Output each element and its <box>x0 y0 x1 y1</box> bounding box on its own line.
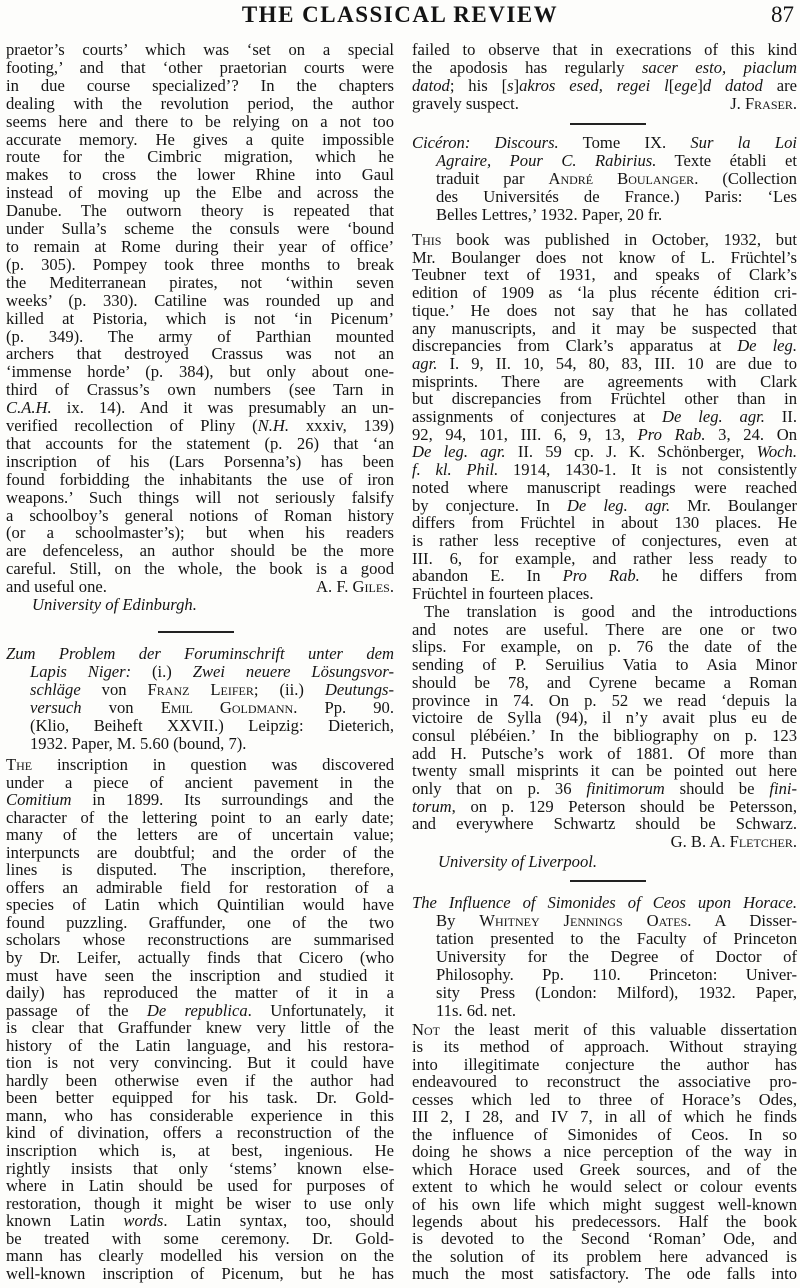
text-line: kind of divination, offers a reconstruction of the <box>6 1123 394 1143</box>
right-column <box>412 0 797 1288</box>
italic-text: f. kl. Phil. <box>412 460 499 480</box>
text-span: Tome IX. <box>558 133 691 152</box>
text-line: tique.’ He does not say that he has collated <box>412 300 797 320</box>
text-line: failed to observe that in execrations of this kind <box>412 40 797 59</box>
text-line: character of the lettering point to an early date; <box>6 807 394 827</box>
italic-text: The Influence of Simonides of Ceos upon Horace. <box>412 893 797 912</box>
italic-text: Zwei neuere Lösungsvor- <box>192 662 395 681</box>
text-line: III. 6, for example, and rather less ready to <box>412 548 797 568</box>
text-line: Teubner text of 1931, and speaks of Clark’s <box>412 265 797 285</box>
text-span: ; (ii.) <box>253 680 325 699</box>
page-number: 87 <box>771 2 794 27</box>
text-line: (p. 305). Pompey took three months to break <box>6 254 394 274</box>
text-span: verified recollection of Pliny ( <box>6 416 258 436</box>
review-heading <box>412 134 797 224</box>
text-line: into illegitimate conjecture the author has <box>412 1054 797 1074</box>
text-line: makes to cross the lower Rhine into Gaul <box>6 165 394 185</box>
text-line: where in Latin should be used for purposes of <box>6 1176 394 1196</box>
text-line: mann, who has considerable experience in this <box>6 1105 394 1125</box>
text-line: sity Press (London: Milford), 1932. Paper, <box>436 983 797 1002</box>
section-divider <box>570 880 646 882</box>
text-span: the apodosis has regularly <box>412 57 642 77</box>
text-line: much the most satisfactory. The ode falls into <box>412 1264 797 1284</box>
text-span: inscription in question was discovered <box>32 755 394 774</box>
text-line <box>412 912 797 930</box>
italic-text: datod <box>412 75 450 95</box>
text-span: Texte établi et <box>656 151 797 170</box>
text-span: II. <box>764 407 797 427</box>
text-line: legends about his predecessors. Half the book <box>412 1211 797 1231</box>
text-line: footing,’ and that ‘other praetorian courts were <box>6 57 394 77</box>
text-span: . Unfortunately, it <box>247 1000 394 1020</box>
italic-text: N.H. <box>257 416 290 436</box>
text-line <box>412 355 797 373</box>
text-span: ] <box>513 75 520 95</box>
text-line: (p. 349). The army of Parthian mounted <box>6 326 394 346</box>
text-line <box>412 567 797 585</box>
text-line: University of Liverpool. <box>438 852 598 871</box>
text-line <box>412 497 797 515</box>
text-line: accurate memory. He gives a quite impossible <box>6 129 394 149</box>
text-line <box>6 1212 394 1230</box>
italic-text: sacer esto, piaclum <box>641 57 797 77</box>
body-paragraph <box>412 603 797 851</box>
text-line: and notes are useful. There are one or two <box>412 619 797 639</box>
text-line: species of Latin which Quintilian would have <box>6 895 394 915</box>
left-column <box>6 0 394 1288</box>
text-span: 92, 94, 101, III. 6, 9, 13, <box>412 424 638 444</box>
text-span: assignments of conjectures at <box>412 407 662 427</box>
text-span: discrepancies from Clark’s apparatus at <box>412 336 738 356</box>
text-line <box>412 152 797 170</box>
text-line: 1932. Paper, M. 5.60 (bound, 7). <box>30 734 247 753</box>
text-span: are <box>762 75 797 95</box>
text-line: archers that destroyed Crassus was not an <box>6 344 394 364</box>
text-line: (Klio, Beiheft XXVII.) Leipzig: Dieterich, <box>30 716 394 735</box>
text-line <box>412 798 797 816</box>
text-line: interpuncts are doubtful; and the order of the <box>6 842 394 862</box>
text-line: found forbidding the inhabitants the use of iron <box>6 469 394 489</box>
text-line: 11s. 6d. net. <box>436 1001 517 1020</box>
text-line: under a piece of ancient pavement in the <box>6 772 394 792</box>
text-line: been better equipped for his task. Dr. Gold- <box>6 1088 394 1108</box>
text-line: mann has clearly modelled his version on the <box>6 1246 394 1266</box>
text-span: xxxiv, 139) <box>289 416 394 436</box>
text-line: any manuscripts, and it may be suspected that <box>412 318 797 338</box>
italic-text: De leg. agr. <box>566 495 671 515</box>
italic-text: d datod <box>702 75 763 95</box>
text-span: traduit par <box>436 169 549 188</box>
text-line <box>6 663 394 681</box>
text-line: dealing with the revolution period, the author <box>6 93 394 113</box>
text-line: sending of P. Seruilius Vatia to Asia Minor <box>412 655 797 675</box>
text-line: praetor’s courts’ which was ‘set on a special <box>6 40 394 59</box>
text-span: he differs from <box>639 566 797 586</box>
text-line: offers an admirable field for restoration of a <box>6 877 394 897</box>
text-line: cesses which led to three of Horace’s Odes, <box>412 1089 797 1109</box>
text-line: that accounts for the statement (p. 26) that ‘an <box>6 433 394 453</box>
text-span: ix. 14). And it was presumably an un- <box>51 398 394 418</box>
italic-text: De leg. agr. <box>412 442 506 462</box>
text-span: 1914, 1430-1. It is not consistently <box>498 460 797 480</box>
journal-title: THE CLASSICAL REVIEW <box>241 2 559 27</box>
text-line: Danube. The outworn theory is repeated that <box>6 201 394 221</box>
text-span: only that on p. 36 <box>412 779 587 799</box>
text-span: abandon E. In <box>412 566 563 586</box>
text-line: hardly been otherwise even if the author had <box>6 1070 394 1090</box>
text-line: the solution of its problem here advanced is <box>412 1246 797 1266</box>
text-line <box>412 77 797 95</box>
text-span: von <box>81 698 161 717</box>
text-line <box>412 443 797 461</box>
text-line <box>6 681 394 699</box>
text-line: Früchtel in fourteen places. <box>412 584 594 604</box>
small-caps-text: Emil Goldmann <box>160 698 294 717</box>
text-line: are defenceless, an author should be the more <box>6 541 394 561</box>
text-line: history of the Latin language, and his restora- <box>6 1035 394 1055</box>
text-line: Belles Lettres,’ 1932. Paper, 20 fr. <box>436 205 663 224</box>
italic-text: versuch <box>30 698 82 717</box>
text-line <box>412 1021 797 1038</box>
text-line: under Sulla’s scheme the consuls were ‘bound <box>6 219 394 239</box>
text-line: weeks’ (p. 330). Catiline was rounded up and <box>6 290 394 310</box>
italic-text: finitimorum <box>586 779 665 799</box>
text-line: doing he shows a nice perception of the way in <box>412 1142 797 1162</box>
text-line <box>412 231 797 249</box>
text-line: differs from Früchtel in about 130 places. He <box>412 513 797 533</box>
text-span: by conjecture. In <box>412 495 567 515</box>
text-span: . (Collection <box>694 169 797 188</box>
text-span: book was published in October, 1932, but <box>441 230 797 249</box>
italic-text: De leg. <box>737 336 797 356</box>
italic-text: s <box>507 75 514 95</box>
review-heading <box>6 645 394 753</box>
italic-text: De republica <box>146 1000 248 1020</box>
text-span: I. 9, II. 10, 54, 80, 83, III. 10 are due to <box>437 353 797 373</box>
small-caps-text: The <box>6 755 33 774</box>
italic-text: C.A.H. <box>6 398 52 418</box>
italic-text: Cicéron: Discours. <box>412 133 559 152</box>
text-line: of his own life which might suggest well-known <box>412 1194 797 1214</box>
text-line <box>412 461 797 479</box>
small-caps-text: André Boulanger <box>548 169 695 188</box>
text-line: Philosophy. Pp. 110. Princeton: Univer- <box>436 965 797 984</box>
text-span: . A Disser- <box>687 911 797 930</box>
text-line <box>412 170 797 188</box>
text-span: . Latin syntax, too, should <box>163 1211 394 1231</box>
text-line: careful. Still, on the whole, the book is a good <box>6 559 394 579</box>
text-line: extent to which he would select or colour events <box>412 1177 797 1197</box>
text-line: a schoolboy’s general notions of Roman history <box>6 505 394 525</box>
text-line: daily) has reproduced the matter of it in a <box>6 983 394 1003</box>
text-line: route for the Cimbric migration, which he <box>6 147 394 167</box>
italic-text: Woch. <box>756 442 797 462</box>
text-span: ] <box>697 75 703 95</box>
text-line: edition of 1909 as ‘la plus récente édition cri- <box>412 283 797 303</box>
text-line: third of Crassus’s own numbers (see Tarn in <box>6 380 394 400</box>
text-span: in 1899. Its surroundings and the <box>71 790 394 810</box>
text-line: consul plébéien.’ In the bibliography on p. 123 <box>412 725 797 745</box>
body-paragraph <box>6 756 394 1282</box>
reviewer-affiliation <box>6 596 394 614</box>
text-span: the least merit of this valuable dissertation <box>439 1020 797 1039</box>
text-line: to remain at Rome during their year of office’ <box>6 236 394 256</box>
body-paragraph <box>412 231 797 603</box>
text-line <box>6 399 394 417</box>
text-line: lines is disputed. The inscription, therefore, <box>6 860 394 880</box>
review-heading <box>412 894 797 1020</box>
text-line: victoire de Sylla (94), il n’y avait plus eu de <box>412 708 797 728</box>
italic-text: Zum Problem der Foruminschrift unter dem <box>6 644 394 663</box>
reviewer-signature: G. B. A. Fletcher. <box>670 832 797 852</box>
italic-text: Lapis Niger: <box>30 662 132 681</box>
italic-text: Pro Rab. <box>562 566 640 586</box>
italic-text: Pro Rab. <box>637 424 706 444</box>
section-divider <box>158 631 234 633</box>
text-line: by Dr. Leifer, actually finds that Cicero (who <box>6 948 394 968</box>
text-line: which Horace used Greek sources, and of the <box>412 1159 797 1179</box>
text-line: is its method of approach. Without straying <box>412 1037 797 1057</box>
small-caps-text: This <box>412 230 442 249</box>
italic-text: agr. <box>412 353 438 373</box>
text-line: University of Edinburgh. <box>32 595 197 614</box>
text-line: is clear that Graffunder knew very little of the <box>6 1018 394 1038</box>
text-line: must have seen the inscription and studied it <box>6 965 394 985</box>
text-line: many of the letters are of uncertain value; <box>6 825 394 845</box>
text-line: misprints. There are agreements with Clark <box>412 371 797 391</box>
text-line: is devoted to the Second ‘Roman’ Ode, and <box>412 1229 797 1249</box>
text-span: Mr. Boulanger <box>670 495 797 515</box>
text-span: ; his [ <box>449 75 508 95</box>
text-line: noted where manuscript readings were reached <box>412 477 797 497</box>
text-line: is rather less receptive of conjectures, even at <box>412 530 797 550</box>
italic-text: De leg. agr. <box>662 407 765 427</box>
text-span: 3, 24. On <box>705 424 797 444</box>
text-line <box>6 1002 394 1020</box>
reviewer-signature: A. F. Giles. <box>316 577 394 597</box>
small-caps-text: Whitney Jennings Oates <box>479 911 688 930</box>
text-line: (or a schoolmaster’s); but when his readers <box>6 523 394 543</box>
text-line <box>412 95 797 113</box>
text-line: province in 74. On p. 52 we read ‘depuis la <box>412 690 797 710</box>
text-line: ‘immense horde’ (p. 384), but only about one- <box>6 362 394 382</box>
italic-text: Sur la Loi <box>690 133 797 152</box>
text-span: gravely suspect. <box>412 93 519 113</box>
reviewer-signature: J. Fraser. <box>730 93 797 113</box>
text-line: instead of moving up the Elbe and across the <box>6 183 394 203</box>
section-divider <box>570 123 646 125</box>
text-span: . Pp. 90. <box>293 698 394 717</box>
text-line: tion is not very convincing. But it could have <box>6 1053 394 1073</box>
text-line: seems here and there to be relying on a not too <box>6 111 394 131</box>
text-span: von <box>80 680 148 699</box>
text-line <box>6 578 394 596</box>
italic-text: Comitium <box>6 790 72 810</box>
text-line <box>6 417 394 435</box>
small-caps-text: Franz Leifer <box>147 680 254 699</box>
italic-text: words <box>123 1211 164 1231</box>
text-line <box>412 59 797 77</box>
italic-text: torum <box>412 796 452 816</box>
text-line: found puzzling. Graffunder, one of the two <box>6 912 394 932</box>
text-line: in due course specialized’? In the chapters <box>6 75 394 95</box>
text-line <box>6 756 394 774</box>
text-line: the Mediterranean pirates, not ‘within seven <box>6 272 394 292</box>
body-paragraph <box>6 41 394 596</box>
text-line <box>412 134 797 152</box>
italic-text: ege <box>674 75 698 95</box>
text-line: rightly insists that only ‘stems’ known else- <box>6 1158 394 1178</box>
text-line: twenty small misprints it can be pointed out here <box>412 761 797 781</box>
text-line: should be 78, and Cyrene became a Roman <box>412 672 797 692</box>
text-line: but discrepancies from Früchtel other than in <box>412 389 797 409</box>
text-span: [ <box>668 75 675 95</box>
italic-text: akros esed, regei l <box>519 75 669 95</box>
text-line <box>412 426 797 444</box>
text-line <box>6 791 394 809</box>
text-span: II. 59 cp. J. K. Schönberger, <box>505 442 757 462</box>
text-line <box>412 337 797 355</box>
small-caps-text: Not <box>412 1020 440 1039</box>
text-line: scholars whose reconstructions are summarised <box>6 930 394 950</box>
text-line: University for the Degree of Doctor of <box>436 947 797 966</box>
text-line: tation presented to the Faculty of Princeton <box>436 929 797 948</box>
text-line: killed at Pistoria, which is not ‘in Picenum’ <box>6 308 394 328</box>
text-line: and everywhere Schwartz should be Schwarz. <box>412 814 797 834</box>
italic-text: Agraire, Pour C. Rabirius. <box>436 151 657 170</box>
text-span: (i.) <box>131 662 193 681</box>
text-line <box>412 894 797 912</box>
text-line: the influence of Simonides of Ceos. In so <box>412 1124 797 1144</box>
text-line: restoration, though it might be wiser to use only <box>6 1193 394 1213</box>
text-span: known Latin <box>6 1211 124 1231</box>
text-line: The translation is good and the introductions <box>424 602 797 621</box>
text-line: inscription which is, at best, ingenious. He <box>6 1141 394 1161</box>
text-line: III 2, I 28, and IV 7, in all of which he finds <box>412 1107 797 1127</box>
italic-text: schläge <box>30 680 81 699</box>
reviewer-affiliation <box>412 853 797 871</box>
text-line: well-known inscription of Picenum, but he has <box>6 1263 394 1283</box>
italic-text: fini- <box>769 779 797 799</box>
body-paragraph <box>412 41 797 113</box>
text-line: add H. Putsche’s work of 1881. Of more than <box>412 743 797 763</box>
text-span: By <box>436 911 480 930</box>
text-line <box>6 645 394 663</box>
text-line: weapons.’ Such things will not seriously falsify <box>6 487 394 507</box>
text-line <box>6 699 394 717</box>
text-line: slips. For example, on p. 76 the date of the <box>412 637 797 657</box>
text-line: Mr. Boulanger does not know of L. Früchtel’s <box>412 247 797 267</box>
text-span: , on p. 129 Peterson should be Petersson, <box>451 796 797 816</box>
text-line: be treated with some ceremony. Dr. Gold- <box>6 1228 394 1248</box>
italic-text: Deutungs- <box>324 680 395 699</box>
text-line: inscription of his (Lars Porsenna’s) has been <box>6 451 394 471</box>
text-span: and useful one. <box>6 577 107 597</box>
text-line <box>412 780 797 798</box>
text-line <box>412 408 797 426</box>
body-paragraph <box>412 1021 797 1283</box>
text-line: endeavoured to reconstruct the associative pro- <box>412 1072 797 1092</box>
text-span: should be <box>664 779 770 799</box>
text-span: passage of the <box>6 1000 147 1020</box>
text-line: des Universités de France.) Paris: ‘Les <box>436 187 797 206</box>
